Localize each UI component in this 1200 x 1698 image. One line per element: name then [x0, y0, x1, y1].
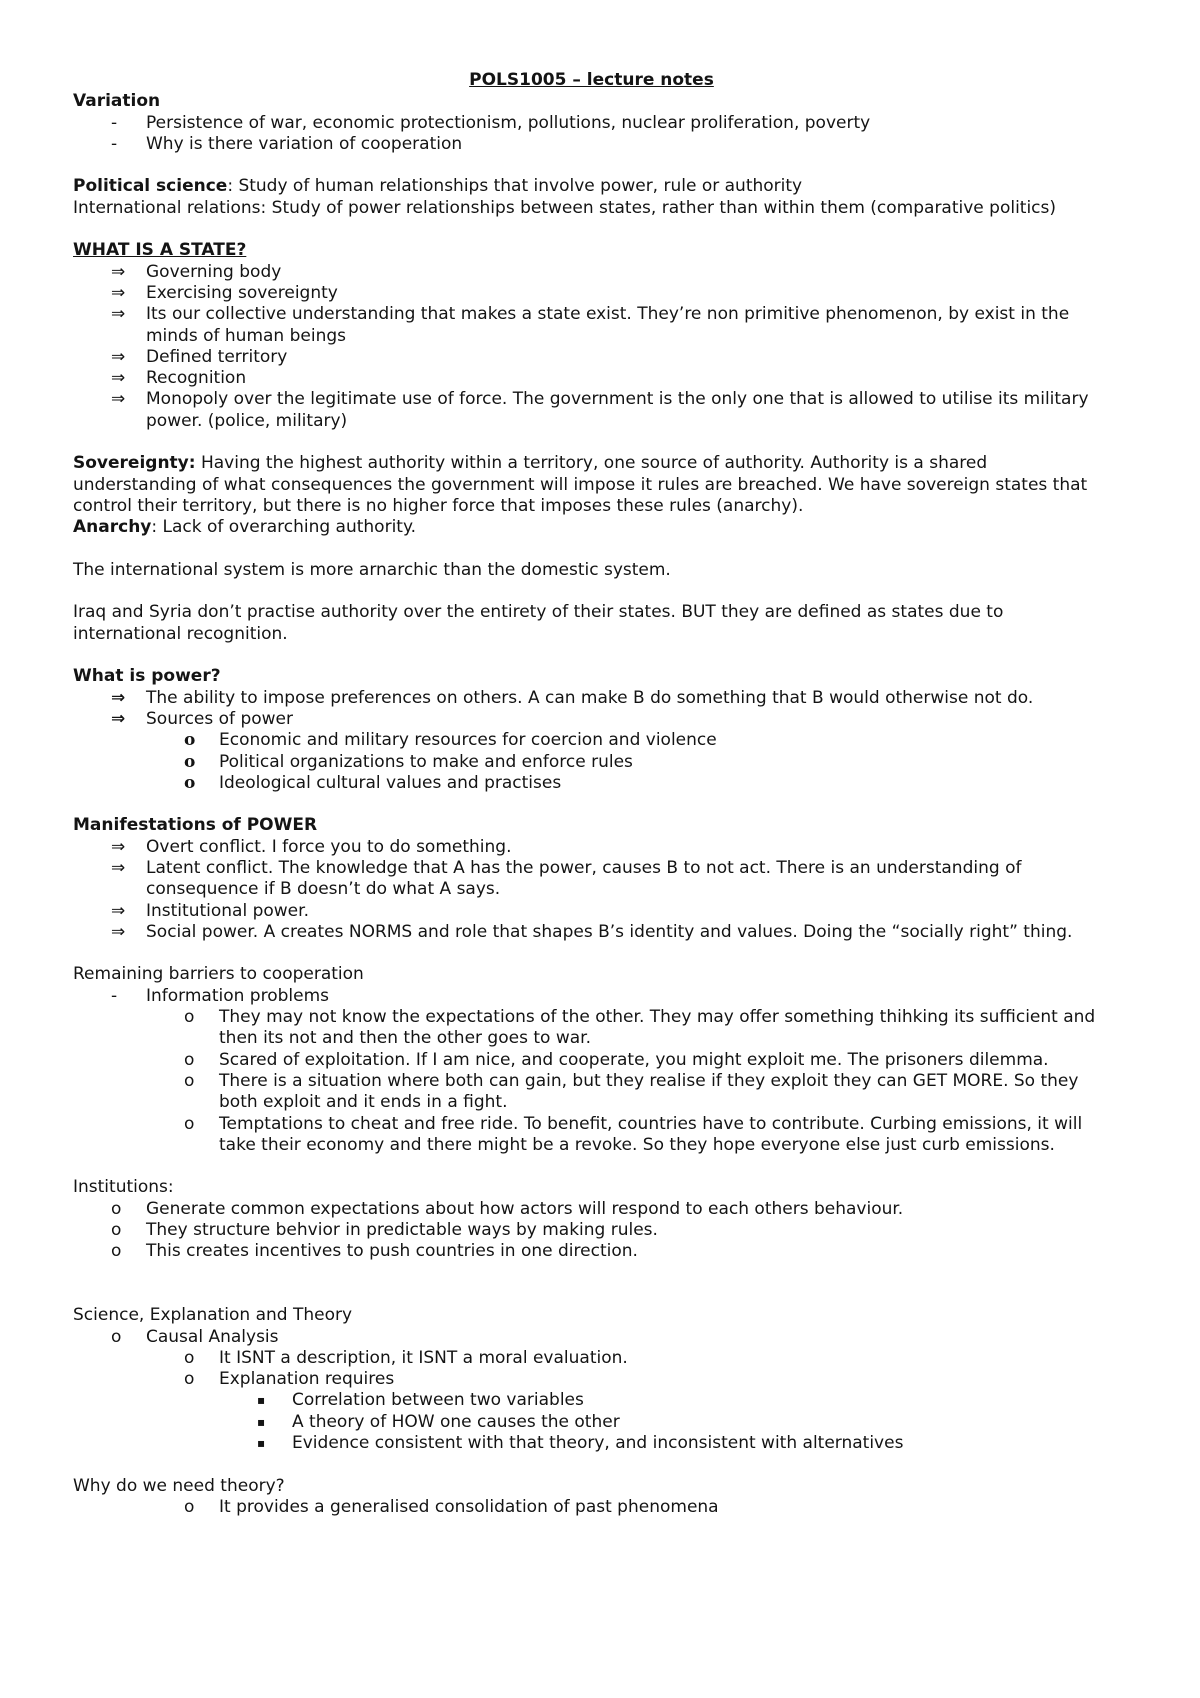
institutions-list [73, 1199, 1110, 1263]
arrow-bullet: ⇒ [111, 304, 126, 325]
barriers-list [73, 986, 1110, 1007]
term: Political science [73, 176, 228, 197]
list-item: ⇒ Overt conflict. I force you to do something. [111, 836, 512, 857]
arrow-bullet: ⇒ [111, 346, 126, 367]
document-title: POLS1005 – lecture notes [469, 70, 714, 90]
circle-bullet: o [184, 1347, 195, 1368]
list-item: o They may not know the expectations of the other. They may offer something thihking its sufficient and then its not and then the other goes to war. [184, 1007, 1096, 1049]
list-item: o Economic and military resources for coercion and violence [184, 730, 717, 751]
list-item: o Political organizations to make and enforce rules [184, 751, 633, 772]
circle-bullet: o [111, 1326, 122, 1347]
theory-list [73, 1497, 1110, 1518]
list-item: o It provides a generalised consolidation of past phenomena [184, 1496, 719, 1517]
barriers-sublist [73, 1007, 1110, 1156]
circle-bullet: o [184, 1070, 195, 1091]
list-item: ▪ Evidence consistent with that theory, and inconsistent with alternatives [257, 1433, 904, 1453]
list-item: o Causal Analysis [111, 1326, 279, 1347]
list-item: ⇒ Exercising sovereignty [111, 282, 338, 303]
ir-definition: International relations: Study of power relationships between states, rather than within them (comparative politics) [73, 197, 1057, 218]
circle-bullet: o [184, 772, 196, 793]
list-item: ⇒ Monopoly over the legitimate use of force. The government is the only one that is allowed to utilise its military power. (police, military) [111, 389, 1089, 431]
list-item: o It ISNT a description, it ISNT a moral evaluation. [184, 1347, 628, 1368]
dash-bullet: - [111, 133, 118, 154]
list-item: ⇒ Its our collective understanding that makes a state exist. They’re non primitive phenomenon, by exist in the minds of human beings [111, 304, 1070, 346]
list-item: ⇒ The ability to impose preferences on others. A can make B do something that B would otherwise not do. [111, 687, 1034, 708]
arrow-bullet: ⇒ [111, 921, 126, 942]
power-sources-list [73, 730, 1110, 794]
circle-bullet: o [111, 1220, 122, 1241]
dash-bullet: - [111, 112, 118, 133]
term: Sovereignty: [73, 453, 196, 474]
manifestations-heading: Manifestations of POWER [73, 815, 318, 836]
paragraph-anarchic: The international system is more arnarchic than the domestic system. [73, 559, 671, 580]
anarchy-definition: Anarchy: Lack of overarching authority. [73, 517, 417, 538]
science-sublist [73, 1348, 1110, 1391]
arrow-bullet: ⇒ [111, 900, 126, 921]
arrow-bullet: ⇒ [111, 708, 126, 729]
list-item: ⇒ Social power. A creates NORMS and role that shapes B’s identity and values. Doing the “socially right” thing. [111, 921, 1073, 942]
list-item: - Persistence of war, economic protectionism, pollutions, nuclear proliferation, poverty [111, 112, 871, 133]
list-item: ⇒ Defined territory [111, 346, 288, 367]
arrow-bullet: ⇒ [111, 368, 126, 389]
polsci-definition: Political science: Study of human relationships that involve power, rule or authority [73, 176, 803, 197]
dash-bullet: - [111, 985, 118, 1006]
list-item: ⇒ Institutional power. [111, 900, 309, 921]
variation-heading: Variation [73, 91, 161, 112]
institutions-heading: Institutions: [73, 1177, 174, 1198]
science-heading: Science, Explanation and Theory [73, 1305, 353, 1326]
list-item: o Ideological cultural values and practises [184, 772, 562, 793]
square-bullet: ▪ [257, 1414, 266, 1429]
sovereignty-definition: Sovereignty: Having the highest authority within a territory, one source of authority. Authority is a shared understanding of what consequences the government will impose it rules are breached. We have sovereign states that control their territory, but there is no higher force that imposes these rules (anarchy). [73, 453, 1088, 516]
state-heading: WHAT IS A STATE? [73, 240, 247, 261]
list-item: o This creates incentives to push countries in one direction. [111, 1241, 638, 1262]
arrow-bullet: ⇒ [111, 857, 126, 878]
list-item: o There is a situation where both can gain, but they realise if they exploit they can GET MORE. So they both exploit and it ends in a fight. [184, 1070, 1079, 1113]
power-heading: What is power? [73, 666, 221, 687]
circle-bullet: o [111, 1198, 122, 1219]
theory-heading: Why do we need theory? [73, 1475, 285, 1496]
term: Anarchy [73, 517, 152, 538]
circle-bullet: o [184, 1113, 195, 1134]
list-item: o Generate common expectations about how actors will respond to each others behaviour. [111, 1198, 904, 1219]
list-item: o Temptations to cheat and free ride. To benefit, countries have to contribute. Curbing emissions, it will take their economy and there might be a revoke. So they hope everyone else just curb emissions. [184, 1113, 1083, 1155]
list-item: ▪ Correlation between two variables [257, 1390, 584, 1411]
circle-bullet: o [184, 1007, 195, 1028]
arrow-bullet: ⇒ [111, 261, 126, 282]
list-item: ⇒ Recognition [111, 368, 247, 389]
paragraph-iraq-syria: Iraq and Syria don’t practise authority over the entirety of their states. BUT they are defined as states due to international recognition. [73, 602, 1004, 644]
list-item: ⇒ Governing body [111, 261, 282, 282]
arrow-bullet: ⇒ [111, 389, 126, 410]
list-item: o They structure behvior in predictable ways by making rules. [111, 1220, 658, 1241]
circle-bullet: o [184, 1049, 195, 1070]
circle-bullet: o [184, 1369, 195, 1390]
variation-list [73, 113, 1110, 156]
circle-bullet: o [184, 751, 196, 772]
arrow-bullet: ⇒ [111, 687, 126, 708]
manifestations-list [73, 837, 1110, 943]
explanation-requires-list [73, 1390, 1110, 1454]
circle-bullet: o [184, 730, 196, 751]
list-item: ⇒ Sources of power [111, 708, 293, 729]
list-item: ⇒ Latent conflict. The knowledge that A has the power, causes B to not act. There is an understanding of consequence if B doesn’t do what A says. [111, 857, 1022, 900]
state-list [73, 262, 1110, 432]
list-item: ▪ A theory of HOW one causes the other [257, 1411, 620, 1432]
list-item: o Scared of exploitation. If I am nice, and cooperate, you might exploit me. The prisoners dilemma. [184, 1049, 1049, 1070]
square-bullet: ▪ [257, 1436, 266, 1450]
list-item: o Explanation requires [184, 1369, 395, 1390]
arrow-bullet: ⇒ [111, 836, 126, 857]
square-bullet: ▪ [257, 1393, 266, 1408]
list-item: - Information problems [111, 985, 330, 1006]
circle-bullet: o [111, 1241, 122, 1262]
arrow-bullet: ⇒ [111, 282, 126, 303]
list-item: - Why is there variation of cooperation [111, 133, 463, 154]
barriers-heading: Remaining barriers to cooperation [73, 964, 364, 985]
circle-bullet: o [184, 1496, 195, 1517]
power-list [73, 688, 1110, 731]
science-list [73, 1327, 1110, 1348]
